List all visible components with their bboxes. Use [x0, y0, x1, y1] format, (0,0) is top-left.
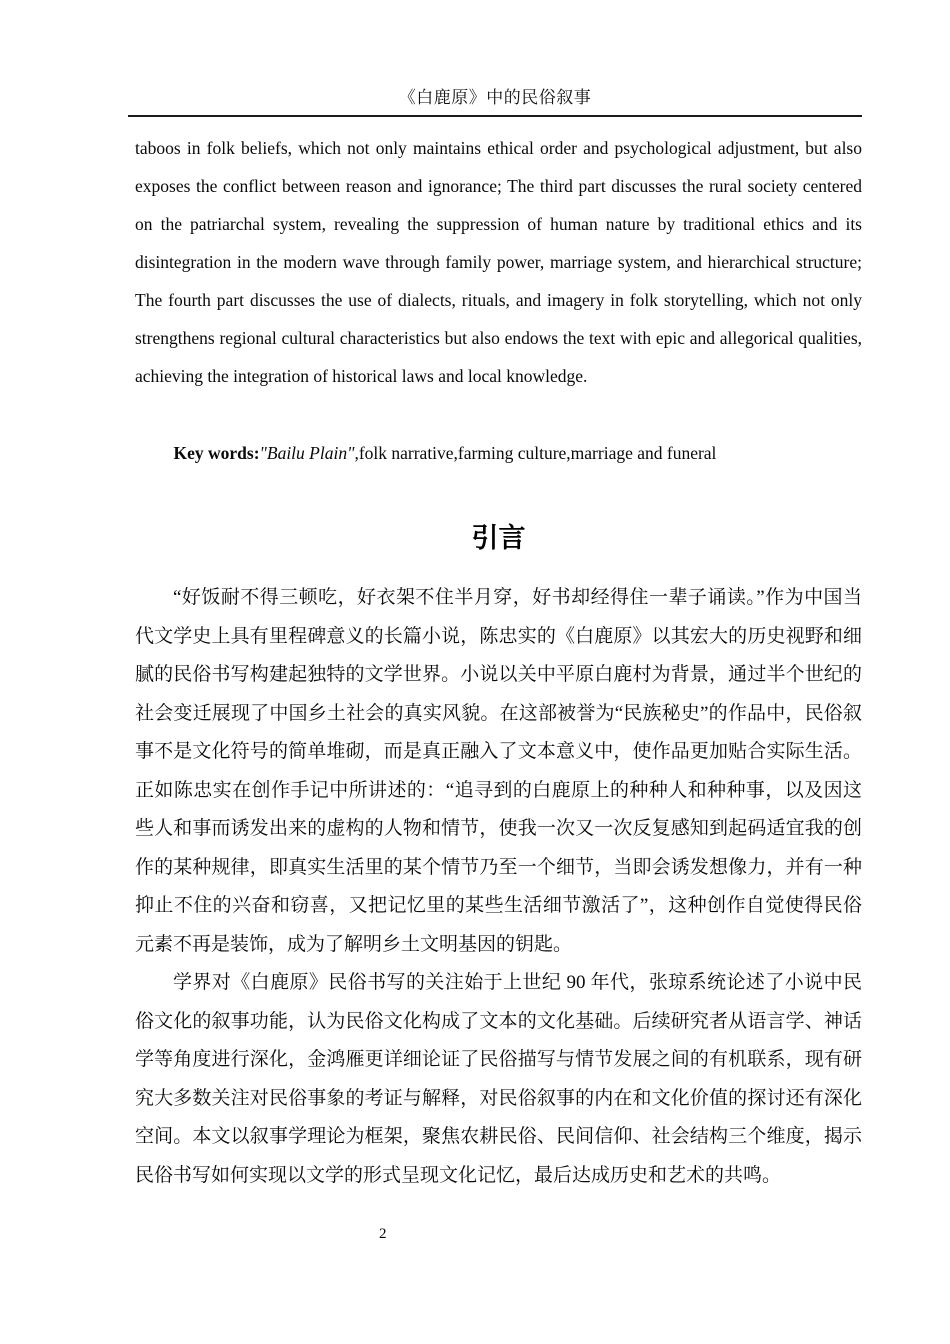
introduction-paragraph-2: 学界对《白鹿原》民俗书写的关注始于上世纪 90 年代，张琼系统论述了小说中民俗文化的叙事功能，认为民俗文化构成了文本的文化基础。后续研究者从语言学、神话学等角度进行深化，金鸿雁更详细论证了民俗描写与情节发展之间的有机联系，现有研究大多数关注对民俗事象的考证与解释，对民俗叙事的内在和文化价值的探讨还有深化空间。本文以叙事学理论为框架，聚焦农耕民俗、民间信仰、社会结构三个维度，揭示民俗书写如何实现以文学的形式呈现文化记忆，最后达成历史和艺术的共鸣。: [135, 972, 862, 1186]
keywords-book-title: "Bailu Plain": [259, 443, 355, 463]
keywords-list: ,folk narrative,farming culture,marriage and funeral: [354, 443, 717, 463]
running-head-title: 《白鹿原》中的民俗叙事: [398, 88, 592, 107]
abstract-english-paragraph: taboos in folk beliefs, which not only maintains ethical order and psychological adjustment, but also exposes the conflict between reason and ignorance; The third part discusses the rural society centered on the patriarchal system, revealing the suppression of human nature by traditional ethics and its disintegration in the modern wave through family power, marriage system, and hierarchical structure; The fourth part discusses the use of dialects, rituals, and imagery in folk storytelling, which not only strengthens regional cultural characteristics but also endows the text with epic and allegorical qualities, achieving the integration of historical laws and local knowledge.: [135, 138, 862, 386]
header-rule: [128, 115, 862, 117]
page-number: 2: [379, 1226, 387, 1242]
page-content: [135, 129, 862, 1195]
introduction-paragraph-1: “好饭耐不得三顿吃，好衣架不住半月穿，好书却经得住一辈子诵读。”作为中国当代文学史上具有里程碑意义的长篇小说，陈忠实的《白鹿原》以其宏大的历史视野和细腻的民俗书写构建起独特的文学世界。小说以关中平原白鹿村为背景，通过半个世纪的社会变迁展现了中国乡土社会的真实风貌。在这部被誉为“民族秘史”的作品中，民俗叙事不是文化符号的简单堆砌，而是真正融入了文本意义中，使作品更加贴合实际生活。正如陈忠实在创作手记中所讲述的：“追寻到的白鹿原上的种种人和种种事，以及因这些人和事而诱发出来的虚构的人物和情节，使我一次又一次反复感知到起码适宜我的创作的某种规律，即真实生活里的某个情节乃至一个细节，当即会诱发想像力，并有一种抑止不住的兴奋和窃喜，又把记忆里的某些生活细节激活了”，这种创作自觉使得民俗元素不再是装饰，成为了解明乡土文明基因的钥匙。: [135, 587, 862, 955]
keywords-line: [135, 434, 862, 472]
page-header: [128, 0, 862, 117]
introduction-heading: 引言: [471, 523, 526, 553]
keywords-label: Key words:: [173, 443, 260, 463]
